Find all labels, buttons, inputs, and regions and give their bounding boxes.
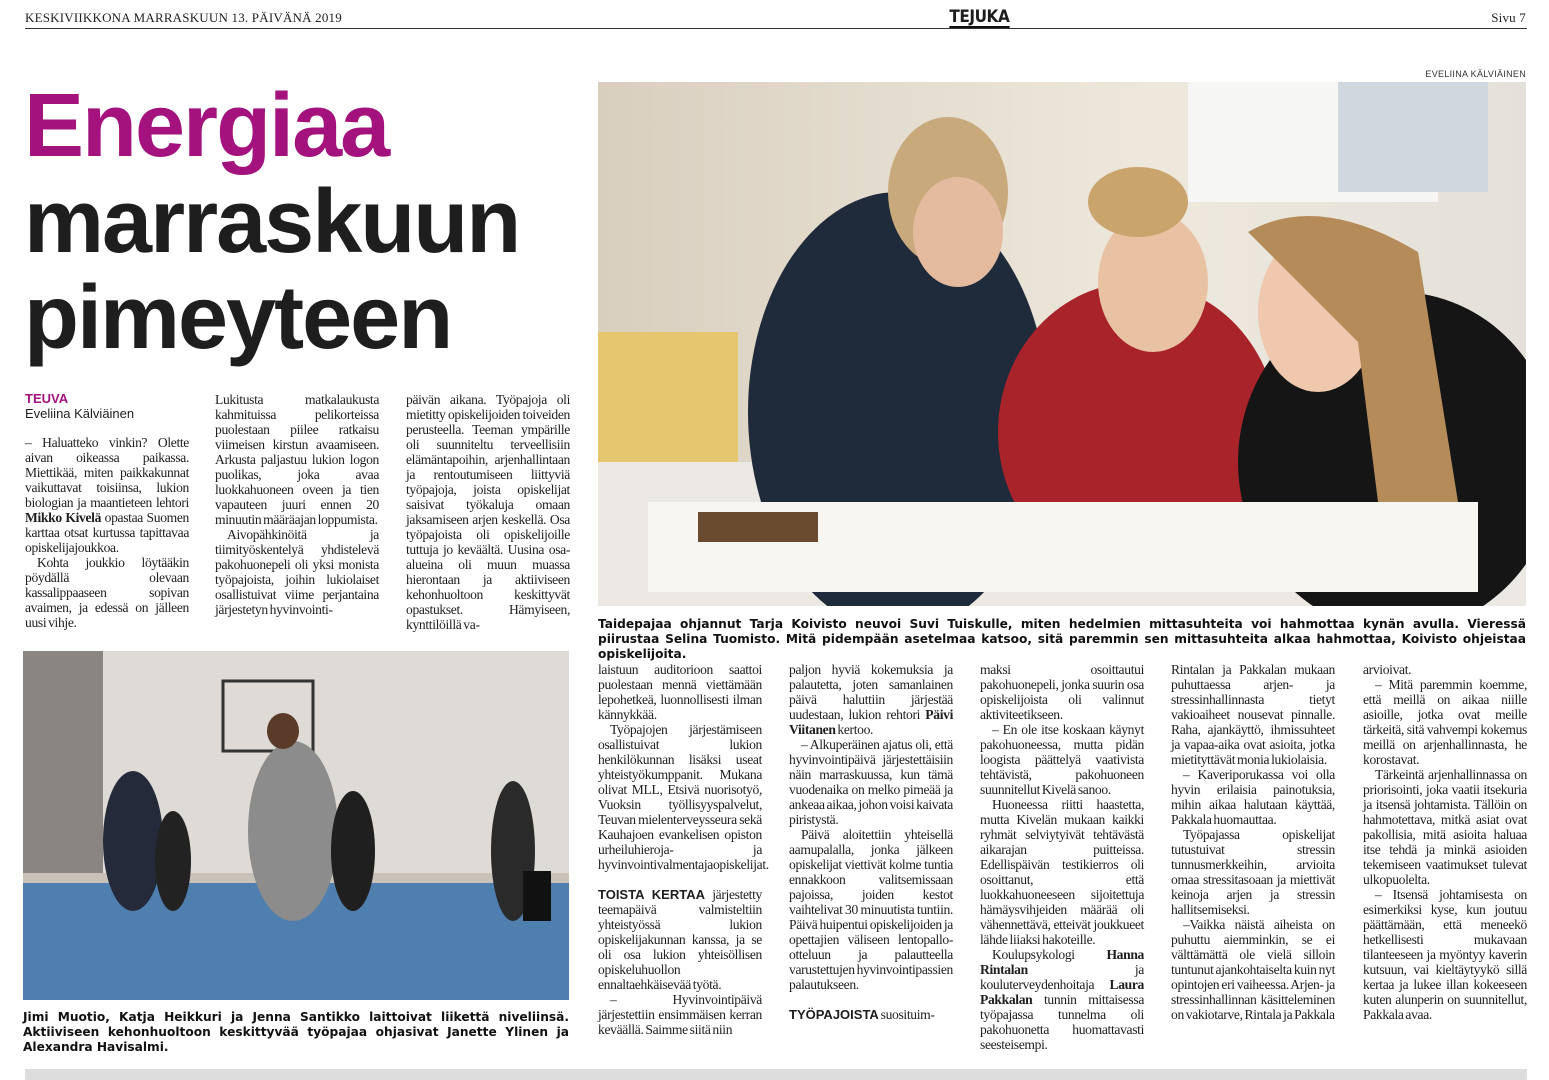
article-column-3 bbox=[406, 392, 570, 632]
paragraph-text: Tärkeintä arjenhallinnassa on priorisointi, joka vaatii itsekuria ja itsensä johtamista. Tällöin on hahmotettava, mitkä asiat ovat pakollisia, mitä asioita haluaa itse tehdä ja minkä asioiden tekemiseen vaatimukset tulevat ulkopuolelta. bbox=[1363, 767, 1527, 887]
article-paragraph bbox=[980, 662, 1144, 722]
article-paragraph bbox=[215, 392, 379, 527]
paragraph-text: Koulupsykologi bbox=[992, 947, 1107, 962]
article-paragraph bbox=[25, 555, 189, 630]
issue-date: KESKIVIIKKONA MARRASKUUN 13. PÄIVÄNÄ 2019 bbox=[25, 10, 342, 25]
paragraph-text: Päivä aloitettiin yhteisellä aamupalalla, jonka jälkeen opiskelijat viettivät kolme tuntia ennakkoon valitsemissaan pajoissa, joiden kestot vaihtelivat 30 minuutista tuntiin. Päivä huipentui opiskelijoiden ja opettajien väliseen lentopallo-otteluun ja palautteella varustettujen hyvinvointipassien palautukseen. bbox=[789, 827, 953, 992]
article-paragraph bbox=[406, 392, 570, 632]
article-column-4 bbox=[598, 662, 769, 1037]
article-column-6 bbox=[980, 662, 1144, 1052]
paragraph-text: opastaa Suomen karttaa otsat kurtussa tapittavaa opiskelijajoukkoa. bbox=[25, 510, 189, 555]
header-rule bbox=[25, 28, 1527, 29]
article-paragraph bbox=[789, 662, 953, 737]
footer-bar bbox=[25, 1069, 1527, 1080]
paragraph-text: – Hyvinvointipäivä järjestettiin ensimmäisen kerran keväällä. Saimme siitä niin bbox=[598, 992, 762, 1037]
article-column-7 bbox=[1171, 662, 1335, 1022]
article-paragraph bbox=[598, 662, 762, 722]
headline-line-2: marraskuun bbox=[24, 172, 520, 272]
paragraph-text: Työpajojen järjestämiseen osallistuivat lukion henkilökunnan lisäksi useat yhteistyökumppanit. Mukana olivat MLL, Etsivä nuorisotyö, Vuoksin työllisyyspalvelut, Teuvan mielenterveysseura sekä Kauhajoen evankelisen opiston urheiluhieroja- ja hyvinvointivalmentajaopiskelijat. bbox=[598, 722, 769, 872]
paragraph-text: Työpajassa opiskelijat tutustuivat stressin tunnusmerkkeihin, arvioita omaa stressitasoaan ja miettivät keinoja arjen ja stressin hallitsemiseksi. bbox=[1171, 827, 1335, 917]
person-name: Laura Pakkalan bbox=[980, 977, 1144, 1007]
article-paragraph bbox=[598, 887, 762, 992]
paragraph-text: laistuun auditorioon saattoi puolestaan mennä viettämään lepohetkeä, luonnollisesti ilman kännykkää. bbox=[598, 662, 762, 722]
gym-photo-caption: Jimi Muotio, Katja Heikkuri ja Jenna Santikko laittoivat liikettä niveliinsä. Aktiiviseen kehonhuoltoon keskittyvää työpajaa ohjasivat Janette Ylinen ja Alexandra Havisalmi. bbox=[23, 1010, 569, 1054]
art-workshop-photo bbox=[598, 82, 1526, 606]
paragraph-text: arvioivat. bbox=[1363, 662, 1412, 677]
paragraph-text: – Kaveriporukassa voi olla hyvin erilaisia painotuksia, mihin aikaa halutaan käyttää, Pakkala huomauttaa. bbox=[1171, 767, 1335, 827]
paragraph-text: – Haluatteko vinkin? Olette aivan oikeassa paikassa. Miettikää, miten paikkakunnat vaikuttavat toisiinsa, lukion biologian ja maantieteen lehtori bbox=[25, 435, 189, 510]
page-number: Sivu 7 bbox=[1491, 10, 1526, 25]
person-name: Mikko Kivelä bbox=[25, 510, 102, 525]
paragraph-text: Huoneessa riitti haastetta, mutta Kivelän mukaan kaikki ryhmät selviytyivät tehtävästä aikarajan puitteissa. Edellispäivän testikierros oli osoittanut, että luokkahuoneeseen sijoitettuja hämäysvihjeiden määrää oli vähennettävä, etteivät joukkueet lähde liiaksi hakoteille. bbox=[980, 797, 1144, 947]
paragraph-text: ja kouluterveydenhoitaja bbox=[980, 962, 1144, 992]
paragraph-text: Rintalan ja Pakkalan mukaan puhuttaessa arjen- ja stressinhallinnasta tietyt vakioaiheet nousevat pinnalle. Raha, ajankäyttö, ihmissuhteet ja vapaa-aika ovat asioita, jotka mietityttävät monia lukiolaisia. bbox=[1171, 662, 1335, 767]
gym-workshop-photo bbox=[23, 651, 569, 1000]
article-paragraph bbox=[25, 435, 189, 555]
subheading-lead: TYÖPAJOISTA bbox=[789, 1007, 879, 1022]
article-paragraph bbox=[1171, 827, 1335, 917]
article-paragraph bbox=[1171, 767, 1335, 827]
article-paragraph bbox=[1363, 662, 1527, 677]
paragraph-text: tunnin mittaisessa työpajassa tunnelma oli pakohuonetta huomattavasti seesteisempi. bbox=[980, 992, 1144, 1052]
article-paragraph bbox=[980, 797, 1144, 947]
paragraph-text: – Mitä paremmin koemme, että meillä on aikaa niille asioille, jotka ovat meille tärkeitä, sitä vahvempi kokemus meillä on arjenhallinnasta, he korostavat. bbox=[1363, 677, 1527, 767]
article-paragraph bbox=[980, 947, 1144, 1052]
article-paragraph bbox=[598, 722, 769, 872]
article-paragraph bbox=[1363, 887, 1527, 1022]
paragraph-text: maksi osoittautui pakohuonepeli, jonka suurin osa opiskelijoista oli valinnut aktiviteetikseen. bbox=[980, 662, 1144, 722]
paragraph-text: järjestetty teemapäivä valmisteltiin yhteistyössä lukion opiskelijakunnan kanssa, ja se oli osa lukion yhteisöllisen opiskeluhuollon ennaltaehkäisevää työtä. bbox=[598, 887, 762, 992]
paragraph-text: –Vaikka näistä aiheista on puhuttu aiemminkin, se ei välttämättä ole vielä silloin tuntunut ajankohtaiselta kuin nyt opintojen eri vaiheessa. Arjen- ja stressinhallinnan käsitteleminen on vakiotarve, Rintala ja Pakkala bbox=[1171, 917, 1335, 1022]
article-column-1 bbox=[25, 392, 189, 630]
paragraph-text: Lukitusta matkalaukusta kahmituissa pelikorteissa puolestaan piilee ratkaisu viimeisen kirstun avaamiseen. Arkusta paljastuu lukion logon puolikas, joka avaa luokkahuoneen oveen ja tien vapauteen juuri ennen 20 minuutin määräajan loppumista. bbox=[215, 392, 379, 527]
article-column-5 bbox=[789, 662, 953, 1022]
main-photo-caption: Taidepajaa ohjannut Tarja Koivisto neuvoi Suvi Tuiskulle, miten hedelmien mittasuhteita voi hahmottaa kynän avulla. Vieressä piirustaa Selina Tuomisto. Mitä pidempään asetelmaa katsoo, sitä paremmin sen mittasuhteita alkaa hahmottaa, Koivisto ohjeistaa opiskelijoita. bbox=[598, 617, 1526, 661]
article-paragraph bbox=[598, 992, 762, 1037]
paragraph-text: Aivopähkinöitä ja tiimityöskentelyä yhdistelevä pakohuonepeli oli yksi monista työpajoista, joihin lukiolaiset osallistuivat viime perjantaina järjestetyn hyvinvointi- bbox=[215, 527, 379, 617]
article-paragraph bbox=[789, 737, 953, 827]
newspaper-logo: TEJUKA bbox=[949, 7, 1010, 27]
paragraph-text: Kohta joukkio löytääkin pöydällä olevaan kassalippaaseen sopivan avaimen, ja edessä on jälleen uusi vihje. bbox=[25, 555, 189, 630]
article-paragraph bbox=[215, 527, 379, 617]
photo-credit: EVELIINA KÄLVIÄINEN bbox=[1425, 69, 1526, 79]
person-name: Hanna Rintalan bbox=[980, 947, 1144, 977]
person-name: Päivi Viitanen bbox=[789, 707, 953, 737]
paragraph-text: – Itsensä johtamisesta on esimerkiksi kyse, kun joutuu päättämään, että meneekö hetkellisesti mukavaan tilanteeseen ja myöntyy kaverin kutsuun, vai kieltäytyykö sillä kertaa ja lukee illan kokeeseen kuten alunperin on suunnitellut, Pakkala avaa. bbox=[1363, 887, 1527, 1022]
paragraph-text: paljon hyviä kokemuksia ja palautetta, joten samanlainen päivä haluttiin järjestää uudestaan, lukion rehtori bbox=[789, 662, 953, 722]
article-paragraph bbox=[789, 1007, 953, 1022]
article-column-8 bbox=[1363, 662, 1527, 1022]
article-paragraph bbox=[1363, 767, 1527, 887]
article-paragraph bbox=[1171, 917, 1335, 1022]
paragraph-text: – Alkuperäinen ajatus oli, että hyvinvointipäivä järjestettäisiin näin marraskuussa, kun tämä vuodenaika on melko pimeää ja ankeaa aikaa, johon voisi kaivata piristystä. bbox=[789, 737, 953, 827]
headline bbox=[24, 78, 519, 366]
byline: Eveliina Kälviäinen bbox=[25, 406, 135, 421]
article-column-2 bbox=[215, 392, 379, 617]
article-paragraph bbox=[1363, 677, 1527, 767]
paragraph-text: – En ole itse koskaan käynyt pakohuoneessa, mutta pidän loogista päättelyä vaativista tehtävistä, pakohuoneen suunnitellut Kivelä sanoo. bbox=[980, 722, 1144, 797]
location-kicker: TEUVA bbox=[25, 391, 69, 406]
article-paragraph bbox=[1171, 662, 1335, 767]
subheading-lead: TOISTA KERTAA bbox=[598, 887, 705, 902]
headline-line-1: Energiaa bbox=[24, 76, 389, 176]
article-paragraph bbox=[789, 827, 953, 992]
headline-line-3: pimeyteen bbox=[24, 268, 452, 368]
paragraph-text: kertoo. bbox=[835, 722, 874, 737]
paragraph-text: suosituim- bbox=[878, 1007, 935, 1022]
paragraph-text: päivän aikana. Työpajoja oli mietitty opiskelijoiden toiveiden perusteella. Teeman ympärille oli suunniteltu terveellisiin elämäntapoihin, arjenhallintaan ja rentoutumiseen liittyviä työpajoja, joista opiskelijat saisivat työkaluja omaan jaksamiseen arjen keskellä. Osa työpajoista oli opiskelijoille tuttuja jo keväältä. Uusina osa-alueina oli muun muassa hierontaan ja aktiiviseen kehonhuoltoon keskittyvät opastukset. Hämyiseen, kynttilöillä va- bbox=[406, 392, 570, 632]
article-paragraph bbox=[980, 722, 1144, 797]
